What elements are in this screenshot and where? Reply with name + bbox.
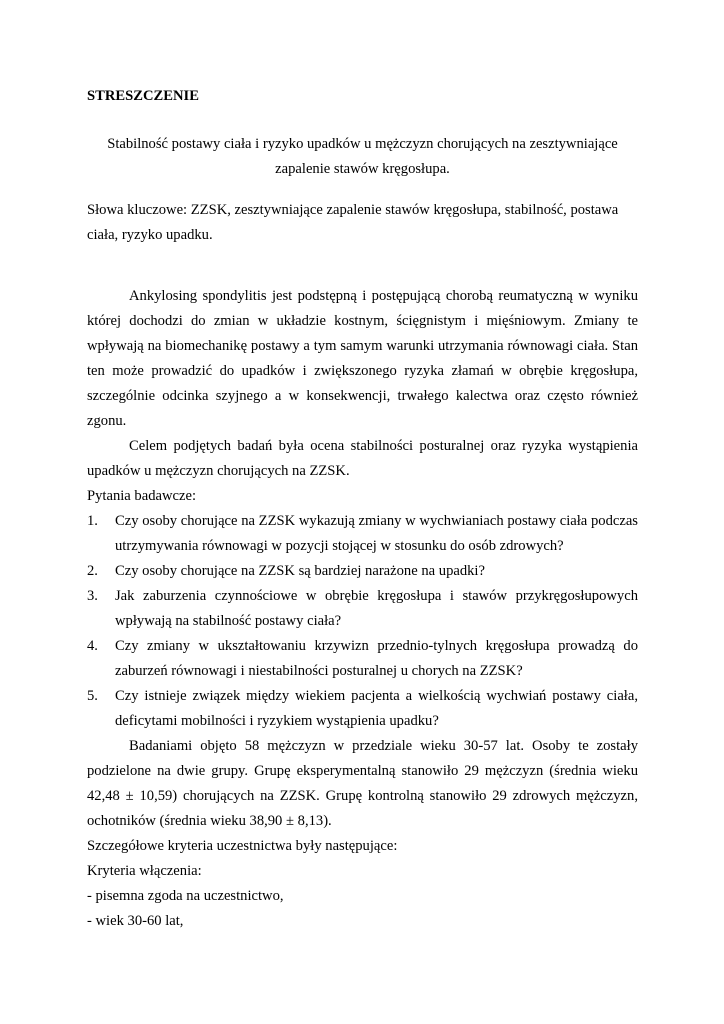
methods-paragraph: Badaniami objęto 58 mężczyzn w przedziale wieku 30-57 lat. Osoby te zostały podzielone na dwie grupy. Grupę eksperymentalną stanowiło 29 mężczyzn (średnia wieku 42,48 ± 10,59) chorujących na ZZSK. Grupę kontrolną stanowiło 29 zdrowych mężczyzn, ochotników (średnia wieku 38,90 ± 8,13). <box>87 738 638 829</box>
list-item-number: 2. <box>87 563 98 579</box>
list-item-number: 4. <box>87 638 98 654</box>
intro-paragraph: Ankylosing spondylitis jest podstępną i postępującą chorobą reumatyczną w wyniku której dochodzi do zmian w układzie kostnym, ścięgnistym i mięśniowym. Zmiany te wpływają na biomechanikę postawy a tym samym warunki utrzymania równowagi ciała. Stan ten może prowadzić do upadków i zwiększonego ryzyka złamań w obrębie kręgosłupa, szczególnie odcinka szyjnego a w konsekwencji, trwałego kalectwa oraz często również zgonu. <box>87 288 638 429</box>
aim-paragraph: Celem podjętych badań była ocena stabilności posturalnej oraz ryzyka wystąpienia upadków u mężczyzn chorujących na ZZSK. <box>87 438 638 479</box>
list-item-text: Czy osoby chorujące na ZZSK są bardziej narażone na upadki? <box>115 563 485 579</box>
page-heading: STRESZCZENIE <box>87 88 199 104</box>
list-item-number: 1. <box>87 513 98 529</box>
criteria-intro: Szczegółowe kryteria uczestnictwa były następujące: <box>87 838 398 854</box>
questions-label: Pytania badawcze: <box>87 488 196 504</box>
list-item <box>87 684 638 734</box>
research-questions-list <box>87 509 638 734</box>
keywords-line: Słowa kluczowe: ZZSK, zesztywniające zapalenie stawów kręgosłupa, stabilność, postawa ciała, ryzyko upadku. <box>87 202 619 243</box>
inclusion-criterion: - wiek 30-60 lat, <box>87 913 184 929</box>
list-item <box>87 509 638 559</box>
inclusion-criterion: - pisemna zgoda na uczestnictwo, <box>87 888 284 904</box>
list-item <box>87 559 638 584</box>
abstract-title: Stabilność postawy ciała i ryzyko upadków u mężczyzn chorujących na zesztywniające zapalenie stawów kręgosłupa. <box>107 136 618 177</box>
list-item-text: Czy zmiany w ukształtowaniu krzywizn przednio-tylnych kręgosłupa prowadzą do zaburzeń równowagi i niestabilności posturalnej u chorych na ZZSK? <box>115 638 638 679</box>
inclusion-label: Kryteria włączenia: <box>87 863 202 879</box>
list-item-text: Jak zaburzenia czynnościowe w obrębie kręgosłupa i stawów przykręgosłupowych wpływają na stabilność postawy ciała? <box>115 588 638 629</box>
list-item-text: Czy istnieje związek między wiekiem pacjenta a wielkością wychwiań postawy ciała, deficytami mobilności i ryzykiem wystąpienia upadku? <box>115 688 638 729</box>
list-item-number: 3. <box>87 588 98 604</box>
list-item <box>87 634 638 684</box>
list-item <box>87 584 638 634</box>
list-item-number: 5. <box>87 688 98 704</box>
list-item-text: Czy osoby chorujące na ZZSK wykazują zmiany w wychwianiach postawy ciała podczas utrzymywania równowagi w pozycji stojącej w stosunku do osób zdrowych? <box>115 513 638 554</box>
abstract-body <box>87 284 638 934</box>
